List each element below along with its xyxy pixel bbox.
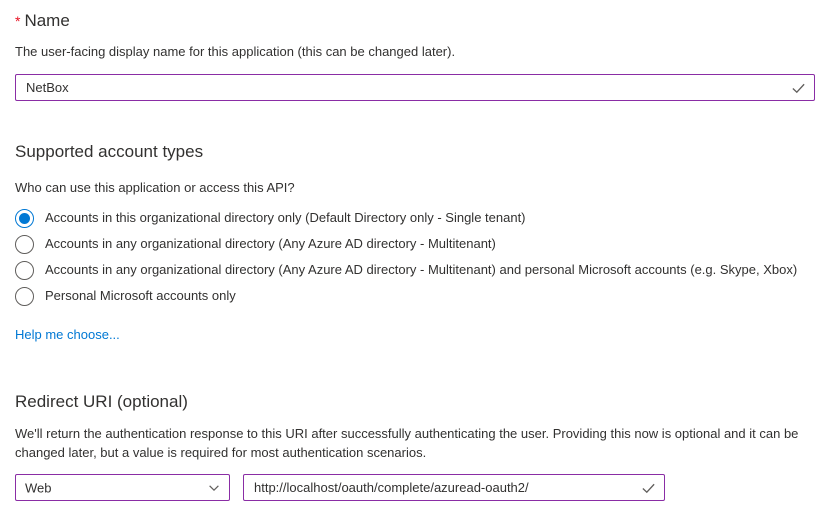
name-section-heading: [15, 11, 815, 31]
radio-button-icon[interactable]: [15, 287, 34, 306]
account-type-option-single-tenant[interactable]: [15, 205, 815, 231]
radio-button-icon[interactable]: [15, 209, 34, 228]
radio-button-icon[interactable]: [15, 261, 34, 280]
account-type-option-label: Accounts in any organizational directory (Any Azure AD directory - Multitenant) and personal Microsoft accounts (e.g. Skype, Xbox): [45, 262, 798, 277]
account-type-option-label: Personal Microsoft accounts only: [45, 288, 236, 303]
redirect-uri-input-wrap: [243, 474, 665, 501]
chevron-down-icon: [207, 481, 221, 495]
account-type-option-multitenant-personal[interactable]: [15, 257, 815, 283]
account-types-heading: Supported account types: [15, 142, 204, 161]
account-types-question: Who can use this application or access this API?: [15, 180, 295, 195]
account-type-option-label: Accounts in any organizational directory (Any Azure AD directory - Multitenant): [45, 236, 496, 251]
redirect-uri-input[interactable]: [243, 474, 665, 501]
required-asterisk: *: [15, 13, 21, 29]
name-input[interactable]: [15, 74, 815, 101]
radio-button-icon[interactable]: [15, 235, 34, 254]
redirect-uri-description: We'll return the authentication response to this URI after successfully authenticating the user. Providing this now is optional and it can be changed later, but a value is required for most authentication scenarios.: [15, 426, 799, 460]
help-me-choose-link[interactable]: Help me choose...: [15, 327, 120, 342]
name-description: The user-facing display name for this application (this can be changed later).: [15, 44, 456, 59]
redirect-uri-row: [15, 474, 815, 501]
redirect-uri-heading: Redirect URI (optional): [15, 392, 188, 411]
name-input-wrap: [15, 74, 815, 101]
platform-select-value: Web: [25, 480, 52, 495]
account-type-option-personal-only[interactable]: [15, 283, 815, 309]
account-type-option-label: Accounts in this organizational directory only (Default Directory only - Single tenant): [45, 210, 526, 225]
platform-select[interactable]: [15, 474, 230, 501]
account-type-option-multitenant[interactable]: [15, 231, 815, 257]
name-heading-label: Name: [24, 11, 70, 30]
account-types-radio-group: [15, 205, 815, 309]
